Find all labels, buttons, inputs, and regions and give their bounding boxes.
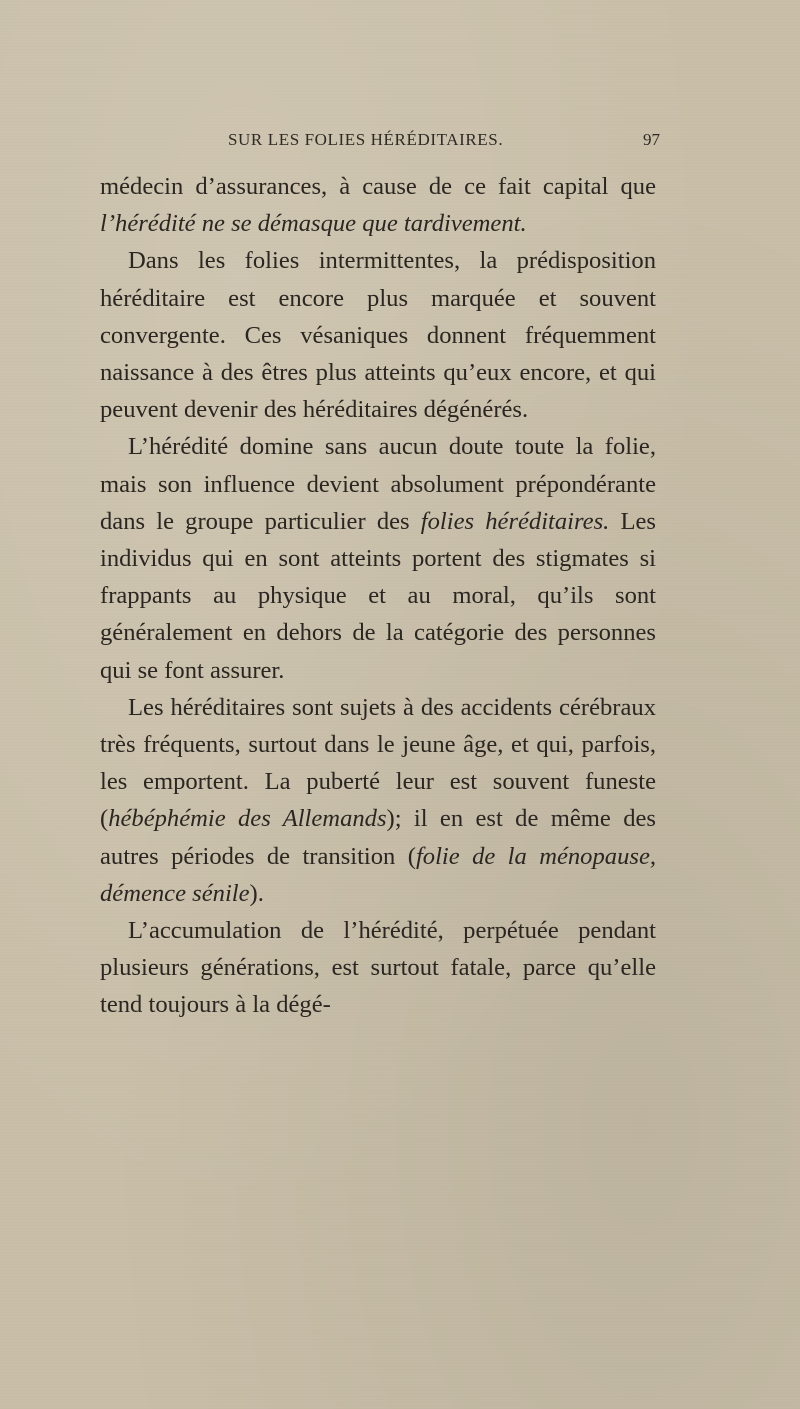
paragraph-4 xyxy=(100,689,656,912)
paragraph-5-text: L’accumulation de l’hérédité, perpétuée pendant plusieurs générations, est surtout fatale, parce qu’elle tend toujours à la dégé- xyxy=(100,917,656,1019)
paragraph-3-text-b: Les individus qui en sont atteints portent des stigmates si frappants au physique et au moral, qu’ils sont généralement en dehors de la catégorie des personnes qui se font assurer. xyxy=(100,507,656,684)
paragraph-2-text: Dans les folies intermittentes, la prédisposition héréditaire est encore plus marquée et souvent convergente. Ces vésaniques donnent fréquemment naissance à des êtres plus atteints qu’eux encore, et qui peuvent devenir des héréditaires dégénérés. xyxy=(100,247,656,424)
paragraph-1-italic: l’hérédité ne se démasque que tardivement. xyxy=(100,210,527,238)
paragraph-3-text-a: L’hérédité domine sans aucun doute toute la folie, mais son influence devient absolument prépondérante dans le groupe particulier des xyxy=(100,433,656,535)
paragraph-2 xyxy=(100,242,656,428)
paragraph-1 xyxy=(100,168,656,242)
running-title: SUR LES FOLIES HÉRÉDITAIRES. xyxy=(228,130,504,149)
page-number: 97 xyxy=(643,130,660,149)
paragraph-4-text-a: Les héréditaires sont sujets à des accidents cérébraux très fréquents, surtout dans le jeune âge, et qui, parfois, les emportent. La puberté leur est souvent funeste ( xyxy=(100,693,656,833)
paragraph-4-italic-b: folie de la ménopause, démence sénile xyxy=(100,842,657,907)
running-head xyxy=(100,130,660,154)
paragraph-5 xyxy=(100,912,656,1024)
paragraph-4-text-b: ); il en est de même des autres périodes de transition ( xyxy=(100,805,656,870)
paragraph-3-italic: folies héréditaires. xyxy=(420,507,610,535)
paragraph-1-text: médecin d’assurances, à cause de ce fait capital que xyxy=(100,173,656,200)
paragraph-3 xyxy=(100,428,656,688)
paragraph-4-italic-a: hébéphémie des Allemands xyxy=(108,805,387,833)
body-text xyxy=(100,168,656,1024)
paragraph-4-text-c: ). xyxy=(249,879,264,907)
